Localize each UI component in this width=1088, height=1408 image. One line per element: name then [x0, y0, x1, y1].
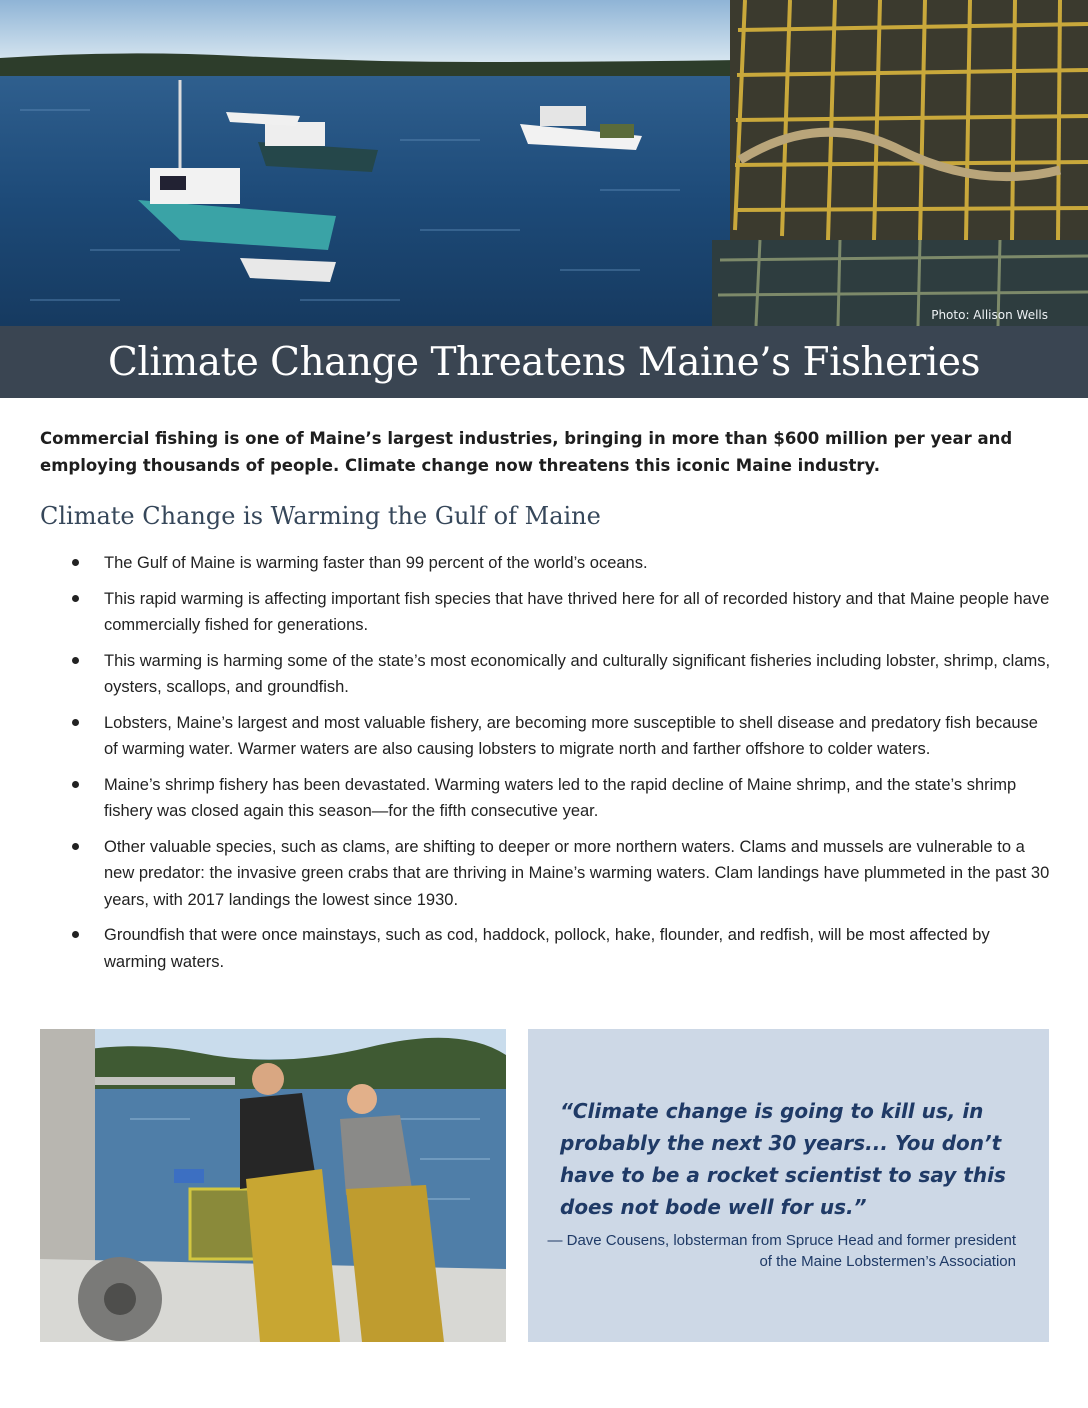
hero-photo [0, 0, 1088, 326]
list-item [72, 586, 1052, 639]
list-item [72, 834, 1052, 914]
list-item-text: This rapid warming is affecting important fish species that have thrived here for all of recorded history and that Maine people have commercially fished for generations. [104, 589, 1050, 634]
bullet-icon [72, 843, 79, 850]
fishermen-photo [40, 1029, 506, 1342]
list-item-text: Other valuable species, such as clams, are shifting to deeper or more northern waters. Clams and mussels are vulnerable to a new predator: the invasive green crabs that are thriving in Maine’s warming waters. Clam landings have plummeted in the past 30 years, with 2017 landings the lowest since 1930. [104, 837, 1050, 909]
list-item [72, 922, 1052, 975]
quote-box [528, 1029, 1049, 1342]
intro-paragraph: Commercial fishing is one of Maine’s largest industries, bringing in more than $600 million per year and employing thousands of people. Climate change now threatens this iconic Maine industry. [40, 429, 1013, 475]
list-item [72, 710, 1052, 763]
bullet-icon [72, 719, 79, 726]
list-item [72, 772, 1052, 825]
harbor-photo-illustration [0, 0, 1088, 326]
bullet-icon [72, 559, 79, 566]
list-item-text: The Gulf of Maine is warming faster than 99 percent of the world’s oceans. [104, 554, 648, 572]
quote-text: “Climate change is going to kill us, in probably the next 30 years... You don’t have to be a rocket scientist to say this does not bode well for us.” [560, 1099, 1006, 1219]
list-item [72, 648, 1052, 701]
title-bar [0, 326, 1088, 398]
bullet-list [72, 550, 1052, 984]
list-item [72, 550, 1052, 577]
quote-attribution: — Dave Cousens, lobsterman from Spruce Head and former president of the Maine Lobstermen’s Association [547, 1232, 1016, 1270]
list-item-text: Maine’s shrimp fishery has been devastated. Warming waters led to the rapid decline of Maine shrimp, and the state’s shrimp fishery was closed again this season—for the fifth consecutive year. [104, 775, 1017, 820]
page-title: Climate Change Threatens Maine’s Fisheries [108, 339, 980, 385]
fishermen-photo-illustration [40, 1029, 506, 1342]
list-item-text: Groundfish that were once mainstays, such as cod, haddock, pollock, hake, flounder, and redfish, will be most affected by warming waters. [104, 926, 990, 971]
bullet-icon [72, 781, 79, 788]
bullet-icon [72, 657, 79, 664]
bullet-icon [72, 931, 79, 938]
photo-credit: Photo: Allison Wells [931, 308, 1048, 322]
list-item-text: Lobsters, Maine’s largest and most valuable fishery, are becoming more susceptible to shell disease and predatory fish because of warming water. Warmer waters are also causing lobsters to migrate north and farther offshore to colder waters. [104, 713, 1038, 758]
bullet-icon [72, 595, 79, 602]
list-item-text: This warming is harming some of the state’s most economically and culturally significant fisheries including lobster, shrimp, clams, oysters, scallops, and groundfish. [104, 651, 1051, 696]
lobster-traps [712, 0, 1088, 326]
section-heading: Climate Change is Warming the Gulf of Maine [40, 502, 601, 530]
